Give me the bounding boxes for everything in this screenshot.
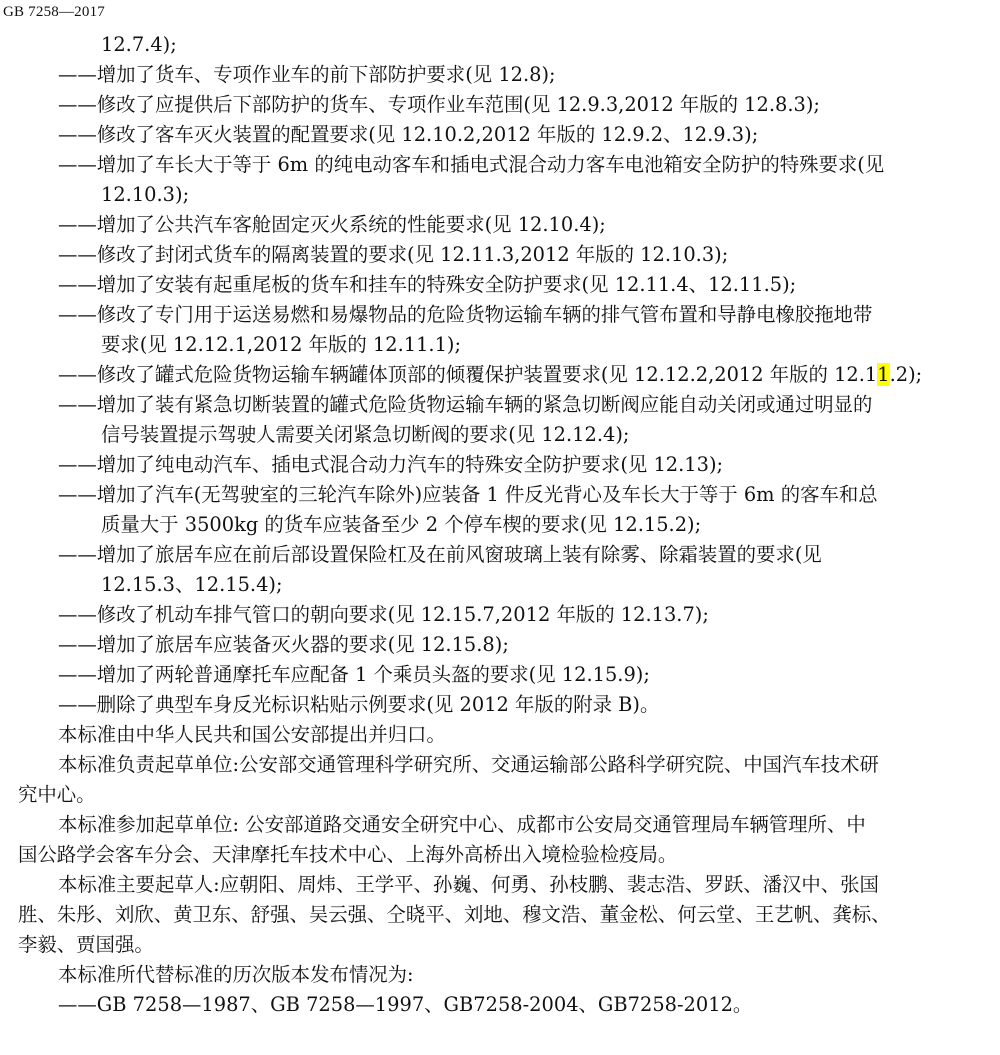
list-item: ——增加了纯电动汽车、插电式混合动力汽车的特殊安全防护要求(见 12.13); [58, 453, 724, 476]
paragraph-line: 本标准参加起草单位: 公安部道路交通安全研究中心、成都市公安局交通管理局车辆管理所、中 [58, 813, 866, 836]
list-item: ——增加了装有紧急切断装置的罐式危险货物运输车辆的紧急切断阀应能自动关闭或通过明显的 [58, 393, 873, 416]
list-item-highlighted [58, 360, 922, 390]
list-item: ——增加了货车、专项作业车的前下部防护要求(见 12.8); [58, 63, 556, 86]
list-item: ——增加了安装有起重尾板的货车和挂车的特殊安全防护要求(见 12.11.4、12.11.5); [58, 273, 797, 296]
paragraph-continuation: 国公路学会客车分会、天津摩托车技术中心、上海外高桥出入境检验检疫局。 [18, 843, 678, 866]
list-item: ——修改了机动车排气管口的朝向要求(见 12.15.7,2012 年版的 12.13.7); [58, 603, 709, 626]
paragraph-line: 本标准主要起草人:应朝阳、周炜、王学平、孙巍、何勇、孙枝鹏、裴志浩、罗跃、潘汉中、张国 [58, 873, 879, 896]
paragraph-continuation: 究中心。 [18, 783, 96, 806]
list-item: ——增加了两轮普通摩托车应配备 1 个乘员头盔的要求(见 12.15.9); [58, 663, 650, 686]
list-item: ——GB 7258—1987、GB 7258—1997、GB7258-2004、GB7258-2012。 [58, 993, 753, 1016]
standard-code-header: GB 7258—2017 [3, 4, 105, 20]
list-item-continuation: 质量大于 3500kg 的货车应装备至少 2 个停车楔的要求(见 12.15.2); [101, 513, 702, 536]
list-item: ——增加了旅居车应在前后部设置保险杠及在前风窗玻璃上装有除雾、除霜装置的要求(见 [58, 543, 822, 566]
highlight-after: .2); [889, 363, 923, 386]
paragraph-continuation: 李毅、贾国强。 [18, 933, 154, 956]
text-line: 12.7.4); [101, 33, 177, 56]
list-item: ——增加了公共汽车客舱固定灭火系统的性能要求(见 12.10.4); [58, 213, 606, 236]
list-item-continuation: 12.10.3); [101, 183, 190, 206]
list-item: ——修改了应提供后下部防护的货车、专项作业车范围(见 12.9.3,2012 年版的 12.8.3); [58, 93, 820, 116]
list-item: ——增加了旅居车应装备灭火器的要求(见 12.15.8); [58, 633, 509, 656]
paragraph-continuation: 胜、朱彤、刘欣、黄卫东、舒强、吴云强、仝晓平、刘地、穆文浩、董金松、何云堂、王艺帆、龚标、 [18, 903, 891, 926]
list-item: ——修改了专门用于运送易燃和易爆物品的危险货物运输车辆的排气管布置和导静电橡胶拖地带 [58, 303, 873, 326]
list-item: ——修改了封闭式货车的隔离装置的要求(见 12.11.3,2012 年版的 12.10.3); [58, 243, 729, 266]
list-item: ——删除了典型车身反光标识粘贴示例要求(见 2012 年版的附录 B)。 [58, 693, 660, 716]
list-item-continuation: 要求(见 12.12.1,2012 年版的 12.11.1); [101, 333, 462, 356]
paragraph-line: 本标准由中华人民共和国公安部提出并归口。 [58, 723, 446, 746]
paragraph-line: 本标准负责起草单位:公安部交通管理科学研究所、交通运输部公路科学研究院、中国汽车技术研 [58, 753, 879, 776]
search-highlight: 1 [877, 363, 890, 386]
list-item: ——增加了汽车(无驾驶室的三轮汽车除外)应装备 1 件反光背心及车长大于等于 6m 的客车和总 [58, 483, 878, 506]
list-item-continuation: 12.15.3、12.15.4); [101, 573, 283, 596]
list-item: ——增加了车长大于等于 6m 的纯电动客车和插电式混合动力客车电池箱安全防护的特殊要求(见 [58, 153, 885, 176]
paragraph-line: 本标准所代替标准的历次版本发布情况为: [58, 963, 414, 986]
list-item: ——修改了客车灭火装置的配置要求(见 12.10.2,2012 年版的 12.9.2、12.9.3); [58, 123, 759, 146]
list-item-continuation: 信号装置提示驾驶人需要关闭紧急切断阀的要求(见 12.12.4); [101, 423, 630, 446]
highlight-before: ——修改了罐式危险货物运输车辆罐体顶部的倾覆保护装置要求(见 12.12.2,2012 年版的 12.1 [58, 363, 878, 386]
